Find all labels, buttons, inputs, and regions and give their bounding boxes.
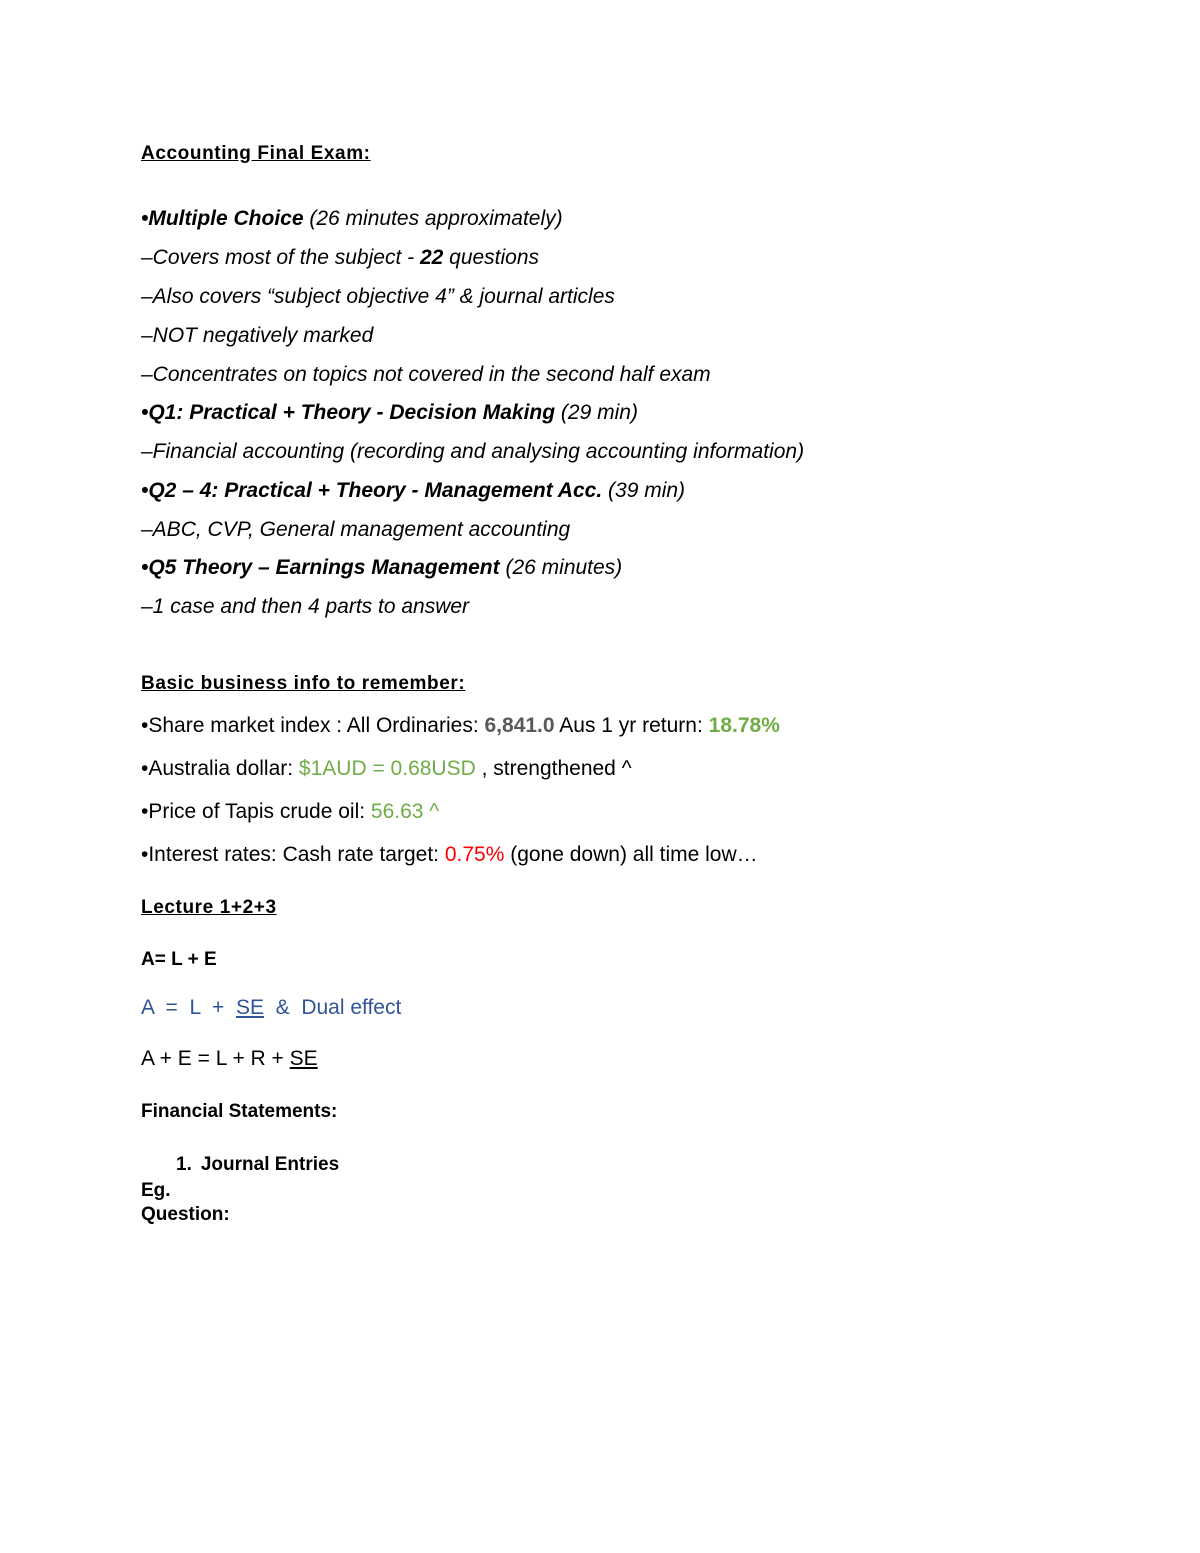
q1-line: –Financial accounting (recording and analysing accounting information) (141, 440, 805, 463)
mc-line-1-text: –Covers most of the subject - (141, 246, 420, 269)
mc-heading: •Multiple Choice (141, 207, 304, 230)
oil-value: 56.63 ^ (370, 800, 440, 823)
eg-label: Eg. (141, 1180, 171, 1201)
q1-heading: •Q1: Practical + Theory - Decision Making (141, 401, 556, 424)
interest-line (141, 843, 758, 867)
q24-heading-line (141, 479, 685, 503)
mc-time: (26 minutes approximately) (309, 207, 563, 230)
question-label: Question: (141, 1204, 230, 1225)
financial-statements-heading: Financial Statements: (141, 1101, 338, 1122)
q24-heading: •Q2 – 4: Practical + Theory - Management Acc. (141, 479, 603, 502)
q24-time: (39 min) (608, 479, 686, 502)
list-item-label: Journal Entries (200, 1154, 340, 1175)
q1-time: (29 min) (560, 401, 638, 424)
share-return-value: 18.78% (708, 714, 780, 737)
mc-line-2: –Also covers “subject objective 4” & journal articles (141, 285, 615, 308)
lecture-heading: Lecture 1+2+3 (141, 897, 277, 918)
equation-2 (141, 996, 401, 1020)
q1-heading-line (141, 401, 638, 425)
share-return-label: Aus 1 yr return: (554, 714, 709, 737)
q24-line: –ABC, CVP, General management accounting (141, 518, 571, 541)
mc-question-count: 22 (419, 246, 444, 269)
equation-3-se: SE (289, 1047, 318, 1070)
q5-line: –1 case and then 4 parts to answer (141, 595, 470, 618)
basic-info-heading: Basic business info to remember: (141, 673, 466, 694)
equation-1: A= L + E (141, 949, 217, 970)
page-title: Accounting Final Exam: (141, 143, 371, 164)
equation-3 (141, 1047, 318, 1071)
share-label: •Share market index : All Ordinaries: (141, 714, 485, 737)
mc-line-1 (141, 246, 539, 270)
list-number: 1. (176, 1154, 192, 1175)
mc-line-3: –NOT negatively marked (141, 324, 374, 347)
list-item-journal-entries (176, 1154, 339, 1176)
oil-label: •Price of Tapis crude oil: (141, 800, 371, 823)
share-index-value: 6,841.0 (484, 714, 555, 737)
interest-label: •Interest rates: Cash rate target: (141, 843, 445, 866)
aud-label: •Australia dollar: (141, 757, 299, 780)
q5-heading-line (141, 556, 622, 580)
mc-line-1-suffix: questions (443, 246, 540, 269)
aud-line (141, 757, 632, 781)
interest-value: 0.75% (444, 843, 505, 866)
mc-line-4: –Concentrates on topics not covered in the second half exam (141, 363, 711, 386)
equation-2-se: SE (235, 996, 264, 1019)
equation-3-left: A + E = L + R + (141, 1047, 290, 1070)
q5-heading: •Q5 Theory – Earnings Management (141, 556, 500, 579)
interest-note: (gone down) all time low… (504, 843, 758, 866)
aud-trend: , strengthened ^ (475, 757, 632, 780)
mc-heading-line (141, 207, 563, 231)
aud-value: $1AUD = 0.68USD (298, 757, 476, 780)
equation-2-right: & Dual effect (263, 996, 402, 1019)
equation-2-left: A = L + (141, 996, 236, 1019)
oil-line (141, 800, 439, 824)
q5-time: (26 minutes) (505, 556, 623, 579)
share-market-line (141, 714, 780, 738)
